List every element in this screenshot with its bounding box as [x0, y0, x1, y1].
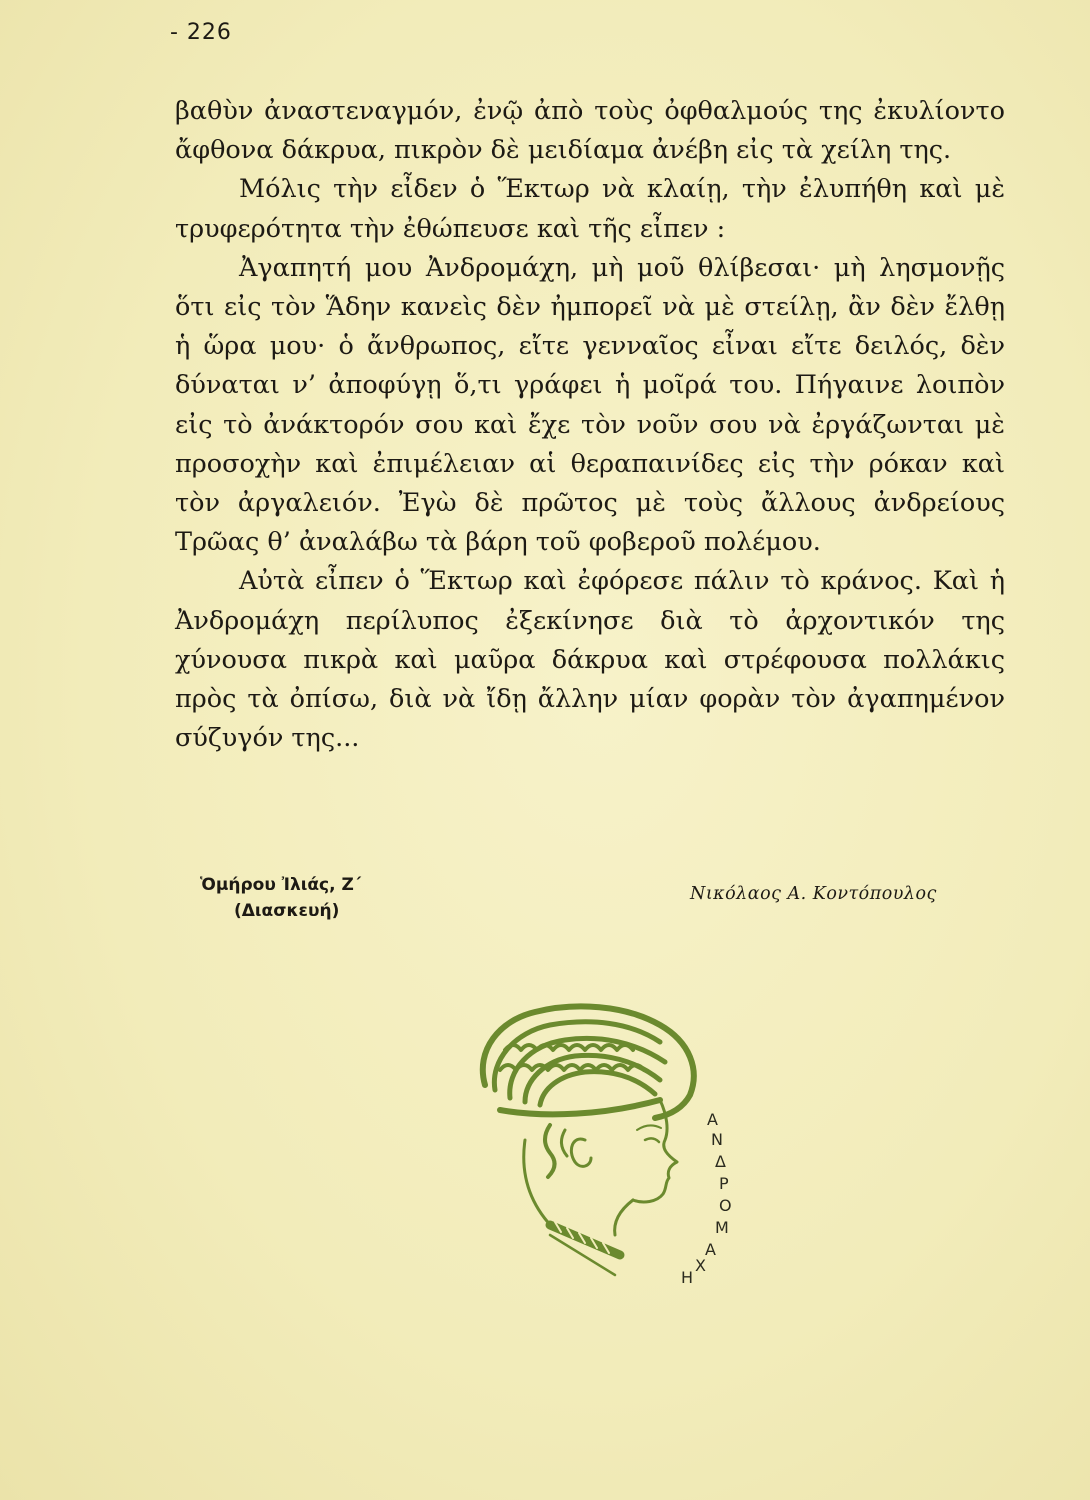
paragraph-2: Μόλις τὴν εἶδεν ὁ Ἕκτωρ νὰ κλαίῃ, τὴν ἐλυπήθη καὶ μὲ τρυφερότητα τὴν ἐθώπευσε καὶ τῆς εἶπεν : — [175, 174, 1005, 244]
paragraph-1: βαθὺν ἀναστεναγμόν, ἐνῷ ἀπὸ τοὺς ὀφθαλμούς της ἐκυλίοντο ἄφθονα δάκρυα, πικρὸν δὲ μειδίαμα ἀνέβη εἰς τὰ χείλη της. — [175, 96, 1005, 166]
page-number: - 226 — [170, 20, 232, 45]
signature-letter: Χ — [695, 1256, 706, 1275]
paragraph-4: Αὐτὰ εἶπεν ὁ Ἕκτωρ καὶ ἐφόρεσε πάλιν τὸ κράνος. Καὶ ἡ Ἀνδρομάχη περίλυπος ἐξεκίνησε διὰ τὸ ἀρχοντικόν της χύνουσα πικρὰ καὶ μαῦρα δάκρυα καὶ στρέφουσα πολλάκις πρὸς τὰ ὀπίσω, διὰ νὰ ἴδῃ ἄλλην μίαν φορὰν τὸν ἀγαπημένον σύζυγόν της... — [175, 566, 1005, 754]
signature-letter: Α — [707, 1110, 718, 1129]
signature-letter: Α — [705, 1240, 716, 1259]
signature-letter: Ρ — [719, 1174, 729, 1193]
source-note: (Διασκευή) — [234, 901, 340, 921]
author-name: Νικόλαος Α. Κοντόπουλος — [690, 884, 937, 904]
signature-letter: Ν — [711, 1130, 723, 1149]
source-title: Ὁμήρου Ἰλιάς, Ζ΄ — [200, 875, 362, 895]
source-citation — [200, 872, 361, 924]
paragraph-3: Ἀγαπητή μου Ἀνδρομάχη, μὴ μοῦ θλίβεσαι· μὴ λησμονῇς ὅτι εἰς τὸν Ἅδην κανεὶς δὲν ἠμπορεῖ νὰ μὲ στείλῃ, ἂν δὲν ἔλθῃ ἡ ὥρα μου· ὁ ἄνθρωπος, εἴτε γενναῖος εἶναι εἴτε δειλός, δὲν δύναται ν’ ἀποφύγῃ ὅ,τι γράφει ἡ μοῖρά του. Πήγαινε λοιπὸν εἰς τὸ ἀνάκτορόν σου καὶ ἔχε τὸν νοῦν σου νὰ ἐργάζωνται μὲ προσοχὴν καὶ ἐπιμέλειαν αἱ θεραπαινίδες εἰς τὴν ρόκαν καὶ τὸν ἀργαλειόν. Ἐγὼ δὲ πρῶτος μὲ τοὺς ἄλλους ἀνδρείους Τρῶας θ’ ἀναλάβω τὰ βάρη τοῦ φοβεροῦ πολέμου. — [175, 252, 1005, 558]
woman-profile-illustration — [455, 990, 755, 1290]
signature-letter: Ο — [719, 1196, 732, 1215]
attribution-footer — [0, 862, 1090, 942]
signature-letter: Μ — [715, 1218, 729, 1237]
signature-letter: Δ — [715, 1152, 726, 1171]
body-text — [175, 92, 1005, 758]
signature-letter: Η — [681, 1268, 694, 1287]
